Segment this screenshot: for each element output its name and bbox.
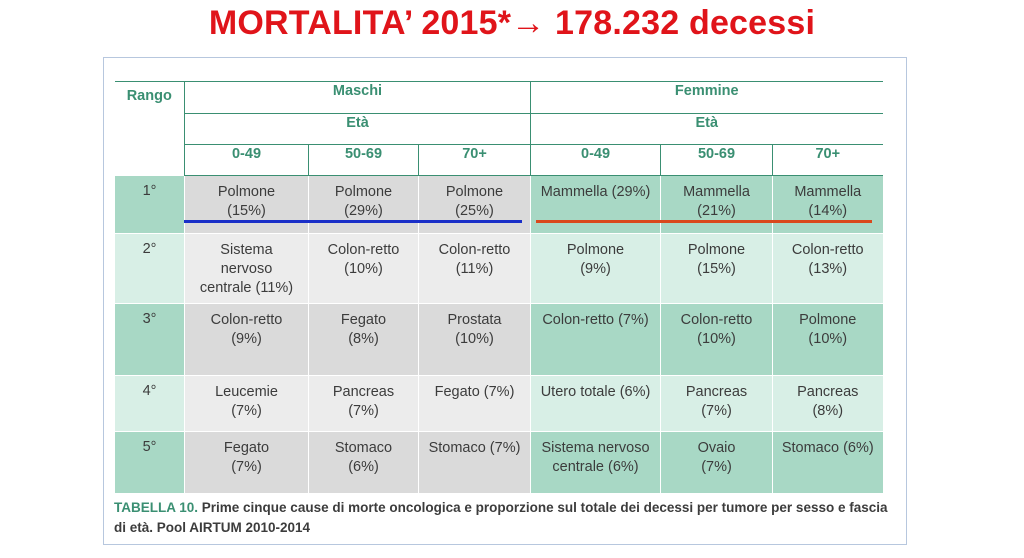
cell-maschi-0-49: Colon-retto (9%) — [185, 304, 309, 376]
cell-femmine-0-49: Sistema nervoso centrale (6%) — [531, 432, 661, 494]
cell-maschi-70: Colon-retto (11%) — [419, 234, 531, 304]
cell-femmine-70: Mammella (14%) — [773, 176, 883, 234]
table-body — [115, 176, 883, 494]
rank-cell: 1° — [115, 176, 185, 234]
cell-maschi-70: Polmone (25%) — [419, 176, 531, 234]
table-row — [115, 376, 883, 432]
header-age-f-70: 70+ — [773, 145, 883, 176]
table-row — [115, 176, 883, 234]
cell-femmine-0-49: Colon-retto (7%) — [531, 304, 661, 376]
header-femmine: Femmine — [531, 82, 883, 114]
cell-femmine-0-49: Mammella (29%) — [531, 176, 661, 234]
cell-femmine-70: Stomaco (6%) — [773, 432, 883, 494]
header-age-m-70: 70+ — [419, 145, 531, 176]
mortality-table — [114, 81, 883, 493]
header-age-f-0-49: 0-49 — [531, 145, 661, 176]
header-maschi: Maschi — [185, 82, 531, 114]
femmine-underline — [536, 220, 872, 223]
table-caption — [114, 498, 894, 538]
header-eta-maschi: Età — [185, 114, 531, 145]
cell-femmine-50-69: Pancreas (7%) — [661, 376, 773, 432]
cell-maschi-50-69: Colon-retto (10%) — [309, 234, 419, 304]
cell-maschi-50-69: Polmone (29%) — [309, 176, 419, 234]
cell-maschi-50-69: Stomaco (6%) — [309, 432, 419, 494]
cell-femmine-50-69: Ovaio (7%) — [661, 432, 773, 494]
rank-cell: 4° — [115, 376, 185, 432]
caption-tag: TABELLA 10. — [114, 500, 199, 515]
cell-maschi-0-49: Polmone (15%) — [185, 176, 309, 234]
table-row — [115, 432, 883, 494]
cell-maschi-50-69: Pancreas (7%) — [309, 376, 419, 432]
caption-text: Prime cinque cause di morte oncologica e proporzione sul totale dei decessi per tumore per sesso e fascia di età. Pool AIRTUM 2010-2014 — [114, 500, 888, 535]
cell-maschi-0-49: Leucemie (7%) — [185, 376, 309, 432]
cell-maschi-70: Prostata (10%) — [419, 304, 531, 376]
cell-femmine-50-69: Polmone (15%) — [661, 234, 773, 304]
slide-title: MORTALITA’ 2015*→ 178.232 decessi — [208, 4, 816, 42]
cell-femmine-0-49: Polmone (9%) — [531, 234, 661, 304]
cell-femmine-50-69: Colon-retto (10%) — [661, 304, 773, 376]
maschi-underline — [184, 220, 522, 223]
table-row — [115, 234, 883, 304]
cell-maschi-0-49: Fegato (7%) — [185, 432, 309, 494]
cell-maschi-0-49: Sistema nervoso centrale (11%) — [185, 234, 309, 304]
header-age-m-50-69: 50-69 — [309, 145, 419, 176]
header-age-m-0-49: 0-49 — [185, 145, 309, 176]
header-age-f-50-69: 50-69 — [661, 145, 773, 176]
cell-femmine-70: Polmone (10%) — [773, 304, 883, 376]
cell-femmine-70: Pancreas (8%) — [773, 376, 883, 432]
cell-maschi-70: Fegato (7%) — [419, 376, 531, 432]
header-eta-femmine: Età — [531, 114, 883, 145]
rank-cell: 5° — [115, 432, 185, 494]
table-row — [115, 304, 883, 376]
rank-cell: 2° — [115, 234, 185, 304]
header-rango: Rango — [115, 82, 185, 176]
cell-maschi-70: Stomaco (7%) — [419, 432, 531, 494]
cell-maschi-50-69: Fegato (8%) — [309, 304, 419, 376]
cell-femmine-70: Colon-retto (13%) — [773, 234, 883, 304]
cell-femmine-0-49: Utero totale (6%) — [531, 376, 661, 432]
rank-cell: 3° — [115, 304, 185, 376]
table-figure — [103, 57, 907, 545]
cell-femmine-50-69: Mammella (21%) — [661, 176, 773, 234]
